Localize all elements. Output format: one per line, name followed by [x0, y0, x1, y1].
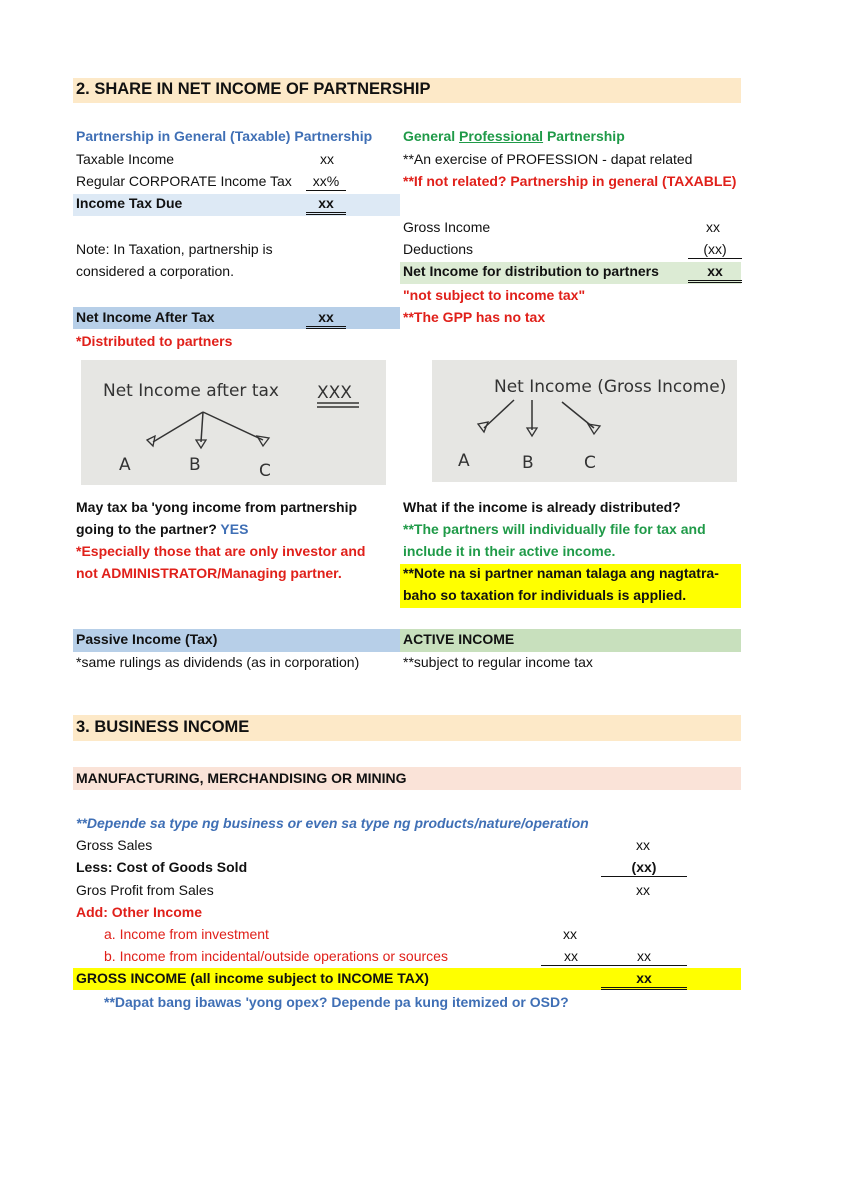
- q-right-line-3: include it in their active income.: [403, 543, 616, 559]
- gross-profit-label: Gros Profit from Sales: [76, 882, 214, 898]
- section-3-heading: 3. BUSINESS INCOME: [76, 718, 250, 736]
- cogs-label: Less: Cost of Goods Sold: [76, 859, 248, 875]
- tax-due-label: Income Tax Due: [76, 195, 183, 211]
- q-left-yes: YES: [220, 521, 249, 537]
- cogs-value: (xx): [601, 859, 687, 877]
- q-right-line-4: **Note na si partner naman talaga ang nagtatra-: [403, 565, 719, 581]
- gross-income-value: xx: [601, 970, 687, 990]
- q-left-line-4: not ADMINISTRATOR/Managing partner.: [76, 565, 342, 581]
- add-other-income: Add: Other Income: [76, 904, 203, 920]
- q-left-line-3: *Especially those that are only investor and: [76, 543, 366, 559]
- q-right-line-1: What if the income is already distributed?: [403, 499, 681, 515]
- gross-income-label: GROSS INCOME (all income subject to INCOME TAX): [76, 970, 429, 986]
- gpp-net-income-value: xx: [688, 263, 742, 283]
- gross-sales-label: Gross Sales: [76, 837, 153, 853]
- niat-label: Net Income After Tax: [76, 309, 215, 325]
- gpp-gross-income-value: xx: [706, 219, 720, 235]
- regular-tax-value: xx%: [306, 173, 346, 191]
- distributed-note: *Distributed to partners: [76, 333, 233, 349]
- gpp-not-subject: "not subject to income tax": [403, 287, 586, 303]
- passive-desc: *same rulings as dividends (as in corporation): [76, 654, 360, 670]
- income-b-value: xx: [541, 948, 601, 966]
- photo-left-a: A: [119, 455, 131, 475]
- active-title: ACTIVE INCOME: [403, 631, 515, 647]
- gpp-deductions-label: Deductions: [403, 241, 474, 257]
- active-desc: **subject to regular income tax: [403, 654, 593, 670]
- gpp-no-tax: **The GPP has no tax: [403, 309, 546, 325]
- niat-value: xx: [306, 309, 346, 329]
- photo-net-income-after-tax: [81, 360, 386, 485]
- note-line-2: considered a corporation.: [76, 263, 234, 279]
- note-line-1: Note: In Taxation, partnership is: [76, 241, 273, 257]
- gpp-exercise: **An exercise of PROFESSION - dapat related: [403, 151, 693, 167]
- income-b-total: xx: [601, 948, 687, 966]
- section-3-subheading: MANUFACTURING, MERCHANDISING OR MINING: [76, 770, 407, 786]
- gross-sales-value: xx: [636, 837, 650, 853]
- photo-right-c: C: [584, 453, 596, 473]
- passive-title: Passive Income (Tax): [76, 631, 218, 647]
- q-left-line-2: [76, 521, 248, 537]
- regular-tax-label: Regular CORPORATE Income Tax: [76, 173, 292, 189]
- q-left-line-1: May tax ba 'yong income from partnership: [76, 499, 358, 515]
- q-right-line-2: **The partners will individually file for tax and: [403, 521, 706, 537]
- gpp-net-income-label: Net Income for distribution to partners: [403, 263, 659, 279]
- photo-right-b: B: [522, 453, 534, 473]
- photo-net-income-gross: [432, 360, 737, 482]
- q-right-line-5: baho so taxation for individuals is applied.: [403, 587, 687, 603]
- partnership-general-title: Partnership in General (Taxable) Partnership: [76, 128, 373, 144]
- gpp-not-related: **If not related? Partnership in general (TAXABLE): [403, 173, 737, 189]
- section-2-heading: 2. SHARE IN NET INCOME OF PARTNERSHIP: [76, 80, 431, 98]
- depende-note: **Depende sa type ng business or even sa type ng products/nature/operation: [76, 815, 589, 831]
- taxable-income-value: xx: [320, 151, 334, 167]
- income-a-value: xx: [563, 926, 577, 942]
- gpp-title: [403, 128, 625, 144]
- gpp-title-b: Professional: [459, 128, 544, 144]
- income-b-label: b. Income from incidental/outside operations or sources: [104, 948, 448, 964]
- photo-right-a: A: [458, 451, 470, 471]
- photo-right-label: Net Income (Gross Income): [494, 377, 727, 397]
- gpp-title-a: General: [403, 128, 460, 144]
- taxable-income-label: Taxable Income: [76, 151, 175, 167]
- photo-left-amount: XXX: [317, 383, 352, 403]
- income-a-label: a. Income from investment: [104, 926, 269, 942]
- gpp-deductions-value: (xx): [688, 241, 742, 259]
- photo-left-label: Net Income after tax: [103, 381, 279, 401]
- q-left-line-2a: going to the partner?: [76, 521, 221, 537]
- gpp-title-c: Partnership: [543, 128, 625, 144]
- photo-left-b: B: [189, 455, 201, 475]
- opex-note: **Dapat bang ibawas 'yong opex? Depende pa kung itemized or OSD?: [104, 994, 569, 1010]
- gross-profit-value: xx: [636, 882, 650, 898]
- photo-left-c: C: [259, 461, 271, 481]
- tax-due-value: xx: [306, 195, 346, 215]
- gpp-gross-income-label: Gross Income: [403, 219, 491, 235]
